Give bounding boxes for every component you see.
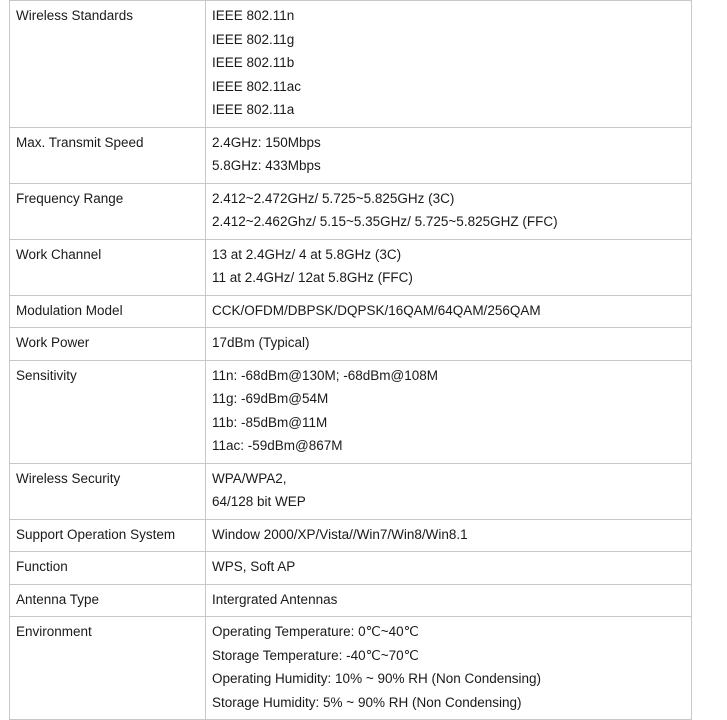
spec-value-cell [206, 617, 692, 720]
spec-value-cell [206, 519, 692, 552]
spec-value-line: Operating Humidity: 10% ~ 90% RH (Non Condensing) [212, 671, 542, 686]
table-row [10, 617, 692, 720]
spec-value-line: IEEE 802.11a [212, 102, 295, 117]
spec-value-line: 2.4GHz: 150Mbps [212, 134, 321, 150]
spec-value-line: Storage Temperature: -40℃~70℃ [212, 647, 419, 663]
spec-value-line: 13 at 2.4GHz/ 4 at 5.8GHz (3C) [212, 246, 402, 262]
spec-label-text: Wireless Standards [16, 8, 134, 23]
spec-label-text: Wireless Security [16, 470, 121, 486]
table-row [10, 183, 692, 239]
spec-value-line: IEEE 802.11g [212, 31, 295, 47]
table-row [10, 463, 692, 519]
spec-value-line: 11 at 2.4GHz/ 12at 5.8GHz (FFC) [212, 270, 413, 285]
spec-value-line: 11ac: -59dBm@867M [212, 438, 343, 453]
spec-label-text: Work Power [16, 335, 90, 350]
spec-value-cell [206, 463, 692, 519]
spec-value-cell [206, 183, 692, 239]
spec-value-cell [206, 360, 692, 463]
spec-value-line: Storage Humidity: 5% ~ 90% RH (Non Condensing) [212, 694, 522, 710]
spec-label-text: Function [16, 559, 68, 574]
spec-value-cell [206, 127, 692, 183]
spec-value-line: 5.8GHz: 433Mbps [212, 158, 321, 173]
spec-value-cell [206, 1, 692, 128]
table-row [10, 360, 692, 463]
specifications-table [9, 0, 692, 720]
spec-label-cell [10, 519, 206, 552]
spec-value-line: 2.412~2.462Ghz/ 5.15~5.35GHz/ 5.725~5.825GHZ (FFC) [212, 214, 558, 229]
spec-label-text: Modulation Model [16, 302, 123, 318]
spec-value-line: WPS, Soft AP [212, 559, 296, 574]
spec-label-text: Antenna Type [16, 591, 100, 607]
spec-value-line: 11g: -69dBm@54M [212, 391, 329, 406]
spec-value-line: WPA/WPA2, [212, 470, 287, 486]
table-row [10, 239, 692, 295]
spec-label-cell [10, 328, 206, 361]
spec-label-cell [10, 239, 206, 295]
spec-label-text: Frequency Range [16, 190, 124, 206]
spec-label-cell [10, 295, 206, 328]
spec-label-cell [10, 584, 206, 617]
spec-value-line: 64/128 bit WEP [212, 494, 306, 509]
spec-label-cell [10, 360, 206, 463]
spec-value-line: 11n: -68dBm@130M; -68dBm@108M [212, 367, 439, 383]
spec-label-cell [10, 552, 206, 585]
spec-label-text: Sensitivity [16, 367, 77, 383]
spec-label-text: Support Operation System [16, 526, 176, 542]
specifications-table-body [10, 1, 692, 720]
table-row [10, 584, 692, 617]
table-row [10, 328, 692, 361]
spec-label-text: Work Channel [16, 246, 102, 262]
table-row [10, 127, 692, 183]
spec-value-cell [206, 328, 692, 361]
spec-value-line: 17dBm (Typical) [212, 335, 310, 350]
table-row [10, 519, 692, 552]
spec-label-cell [10, 1, 206, 128]
spec-value-cell [206, 552, 692, 585]
spec-value-line: Window 2000/XP/Vista//Win7/Win8/Win8.1 [212, 526, 468, 542]
spec-value-cell [206, 295, 692, 328]
spec-value-line: 2.412~2.472GHz/ 5.725~5.825GHz (3C) [212, 190, 455, 206]
spec-label-cell [10, 617, 206, 720]
spec-label-text: Max. Transmit Speed [16, 134, 144, 150]
table-row [10, 295, 692, 328]
spec-value-cell [206, 239, 692, 295]
spec-value-line: CCK/OFDM/DBPSK/DQPSK/16QAM/64QAM/256QAM [212, 302, 541, 318]
table-row [10, 1, 692, 128]
spec-value-line: IEEE 802.11n [212, 8, 295, 23]
spec-label-cell [10, 463, 206, 519]
spec-label-text: Environment [16, 624, 92, 639]
spec-label-cell [10, 183, 206, 239]
spec-value-cell [206, 584, 692, 617]
spec-value-line: 11b: -85dBm@11M [212, 414, 328, 430]
table-row [10, 552, 692, 585]
spec-label-cell [10, 127, 206, 183]
spec-value-line: IEEE 802.11b [212, 55, 295, 70]
spec-value-line: Intergrated Antennas [212, 591, 338, 607]
spec-value-line: IEEE 802.11ac [212, 78, 302, 94]
spec-value-line: Operating Temperature: 0℃~40℃ [212, 624, 419, 639]
